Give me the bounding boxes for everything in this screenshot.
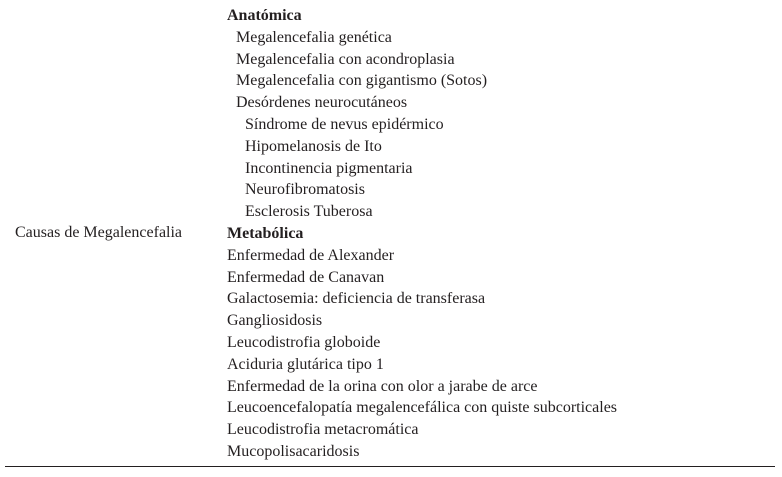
sub-list-item: Incontinencia pigmentaria — [245, 159, 413, 177]
list-item: Megalencefalia con acondroplasia — [236, 50, 455, 68]
list-item: Gangliosidosis — [227, 312, 323, 330]
table-bottom-rule — [5, 466, 775, 467]
list-item: Leucodistrofia metacromática — [227, 421, 419, 439]
sub-list-item: Hipomelanosis de Ito — [245, 137, 382, 155]
sub-list-item: Neurofibromatosis — [245, 181, 365, 199]
row-label: Causas de Megalencefalia — [15, 224, 183, 241]
list-item: Leucoencefalopatía megalencefálica con quiste subcorticales — [227, 399, 618, 417]
list-item: Enfermedad de Alexander — [227, 246, 395, 264]
list-item: Aciduria glutárica tipo 1 — [227, 355, 384, 373]
heading-anatomica: Anatómica — [227, 7, 302, 24]
sub-list-item: Esclerosis Tuberosa — [245, 203, 373, 221]
list-item: Megalencefalia con gigantismo (Sotos) — [236, 72, 488, 90]
list-item: Enfermedad de la orina con olor a jarabe de arce — [227, 377, 538, 395]
heading-metabolica: Metabólica — [227, 224, 304, 242]
list-item: Mucopolisacaridosis — [227, 442, 360, 460]
list-item: Desórdenes neurocutáneos — [236, 94, 408, 112]
sub-list-item: Síndrome de nevus epidérmico — [245, 115, 444, 133]
list-item: Megalencefalia genética — [236, 28, 392, 46]
list-item: Leucodistrofia globoide — [227, 333, 381, 351]
list-item: Galactosemia: deficiencia de transferasa — [227, 290, 486, 308]
causes-list — [227, 5, 617, 463]
list-item: Enfermedad de Canavan — [227, 268, 385, 286]
